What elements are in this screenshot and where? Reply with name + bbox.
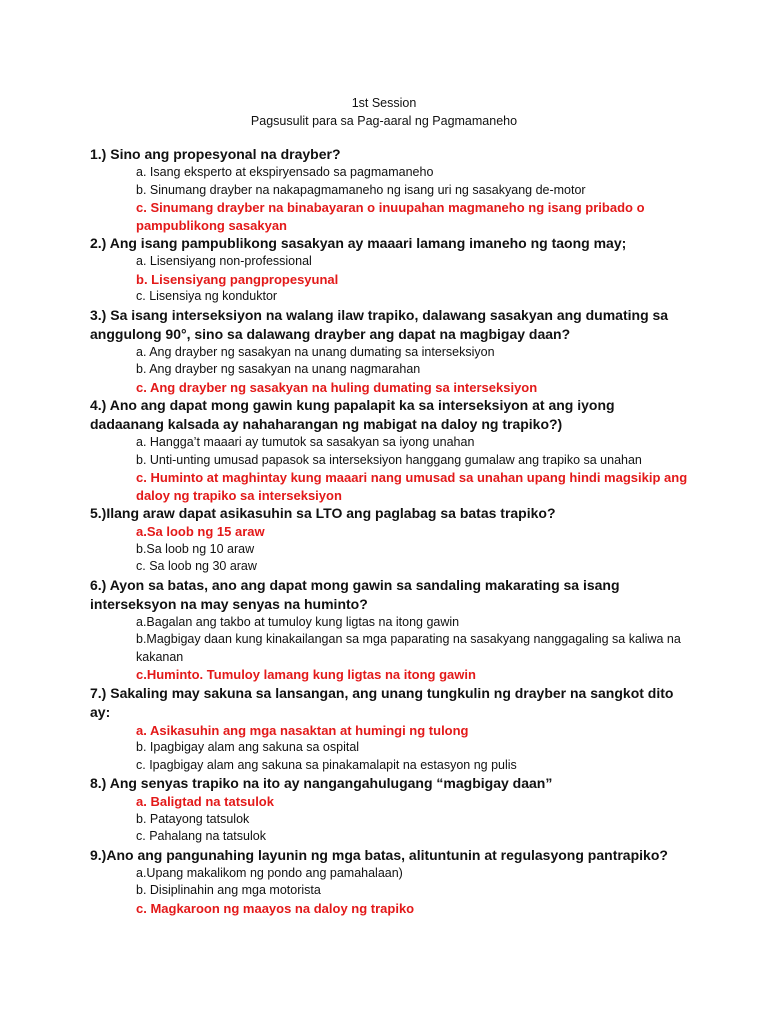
choice-list (136, 793, 690, 846)
answer-choice: a. Hangga’t maaari ay tumutok sa sasakyan sa iyong unahan (136, 435, 475, 449)
choice-list (136, 253, 690, 306)
question-text: 4.) Ano ang dapat mong gawin kung papalapit ka sa interseksiyon at ang iyong dadaanang kalsada ay nahaharangan ng mabigat na daloy ng trapiko?) (90, 397, 615, 432)
question-block (90, 576, 690, 684)
choice-list (136, 523, 690, 576)
question-list (90, 145, 690, 917)
answer-choice: b. Disiplinahin ang mga motorista (136, 883, 321, 897)
answer-choice: b. Ipagbigay alam ang sakuna sa ospital (136, 740, 360, 754)
correct-answer-choice: c.Huminto. Tumuloy lamang kung ligtas na itong gawin (136, 667, 476, 682)
answer-choice: a. Isang eksperto at ekspiryensado sa pagmamaneho (136, 165, 434, 179)
answer-choice: b.Magbigay daan kung kinakailangan sa mga paparating na sasakyang nanggagaling sa kaliwa na kakanan (136, 632, 681, 664)
question-block (90, 306, 690, 397)
answer-choice: c. Lisensiya ng konduktor (136, 289, 278, 303)
question-block (90, 774, 690, 846)
correct-answer-choice: a. Asikasuhin ang mga nasaktan at humingi ng tulong (136, 722, 469, 738)
correct-answer-choice: b. Lisensiyang pangpropesyunal (136, 271, 339, 287)
question-block (90, 684, 690, 775)
answer-choice: b.Sa loob ng 10 araw (136, 541, 255, 556)
answer-choice: a. Lisensiyang non-professional (136, 254, 312, 268)
answer-choice: b. Ang drayber ng sasakyan na unang nagmarahan (136, 362, 421, 376)
question-text: 2.) Ang isang pampublikong sasakyan ay maaari lamang imaneho ng taong may; (90, 235, 627, 251)
question-block (90, 846, 690, 918)
question-block (90, 396, 690, 504)
answer-choice: b. Unti-unting umusad papasok sa interseksiyon hanggang gumalaw ang trapiko sa unahan (136, 452, 642, 467)
question-text: 1.) Sino ang propesyonal na drayber? (90, 146, 341, 162)
session-label: 1st Session (351, 96, 417, 110)
question-block (90, 504, 690, 576)
answer-choice: a.Bagalan ang takbo at tumuloy kung ligtas na itong gawin (136, 614, 460, 629)
answer-choice: c. Ipagbigay alam ang sakuna sa pinakamalapit na estasyon ng pulis (136, 757, 517, 772)
question-text: 7.) Sakaling may sakuna sa lansangan, ang unang tungkulin ng drayber na sangkot dito ay: (90, 684, 674, 720)
answer-choice: c. Sa loob ng 30 araw (136, 559, 257, 573)
choice-list (136, 344, 690, 397)
choice-list (136, 164, 690, 234)
answer-choice: b. Sinumang drayber na nakapagmamaneho ng isang uri ng sasakyang de-motor (136, 182, 586, 197)
question-block (90, 145, 690, 234)
document-title: Pagsusulit para sa Pag-aaral ng Pagmamaneho (250, 114, 518, 128)
choice-list (136, 434, 690, 504)
question-block (90, 234, 690, 306)
question-text: 6.) Ayon sa batas, ano ang dapat mong gawin sa sandaling makarating sa isang interseksyon na may senyas na huminto? (90, 576, 620, 612)
document-header (0, 0, 768, 130)
answer-choice: b. Patayong tatsulok (136, 811, 250, 826)
question-text: 5.)Ilang araw dapat asikasuhin sa LTO ang paglabag sa batas trapiko? (90, 505, 556, 521)
correct-answer-choice: c. Sinumang drayber na binabayaran o inuupahan magmaneho ng isang pribado o pampublikong sasakyan (136, 200, 645, 233)
question-text: 9.)Ano ang pangunahing layunin ng mga batas, alituntunin at regulasyong pantrapiko? (90, 846, 668, 863)
question-text: 8.) Ang senyas trapiko na ito ay nangangahulugang “magbigay daan” (90, 775, 553, 791)
choice-list (136, 865, 690, 918)
correct-answer-choice: c. Ang drayber ng sasakyan na huling dumating sa interseksiyon (136, 379, 538, 395)
correct-answer-choice: a.Sa loob ng 15 araw (136, 524, 265, 539)
correct-answer-choice: a. Baligtad na tatsulok (136, 794, 274, 809)
answer-choice: a. Ang drayber ng sasakyan na unang dumating sa interseksiyon (136, 344, 495, 359)
choice-list (136, 614, 690, 684)
question-text: 3.) Sa isang interseksiyon na walang ilaw trapiko, dalawang sasakyan ang dumating sa anggulong 90°, sino sa dalawang drayber ang dapat na magbigay daan? (90, 306, 669, 342)
correct-answer-choice: c. Huminto at maghintay kung maaari nang umusad sa unahan upang hindi magsikip ang daloy ng trapiko sa interseksiyon (136, 470, 688, 503)
answer-choice: a.Upang makalikom ng pondo ang pamahalaan) (136, 865, 403, 880)
answer-choice: c. Pahalang na tatsulok (136, 829, 266, 843)
correct-answer-choice: c. Magkaroon ng maayos na daloy ng trapiko (136, 900, 415, 916)
choice-list (136, 722, 690, 775)
